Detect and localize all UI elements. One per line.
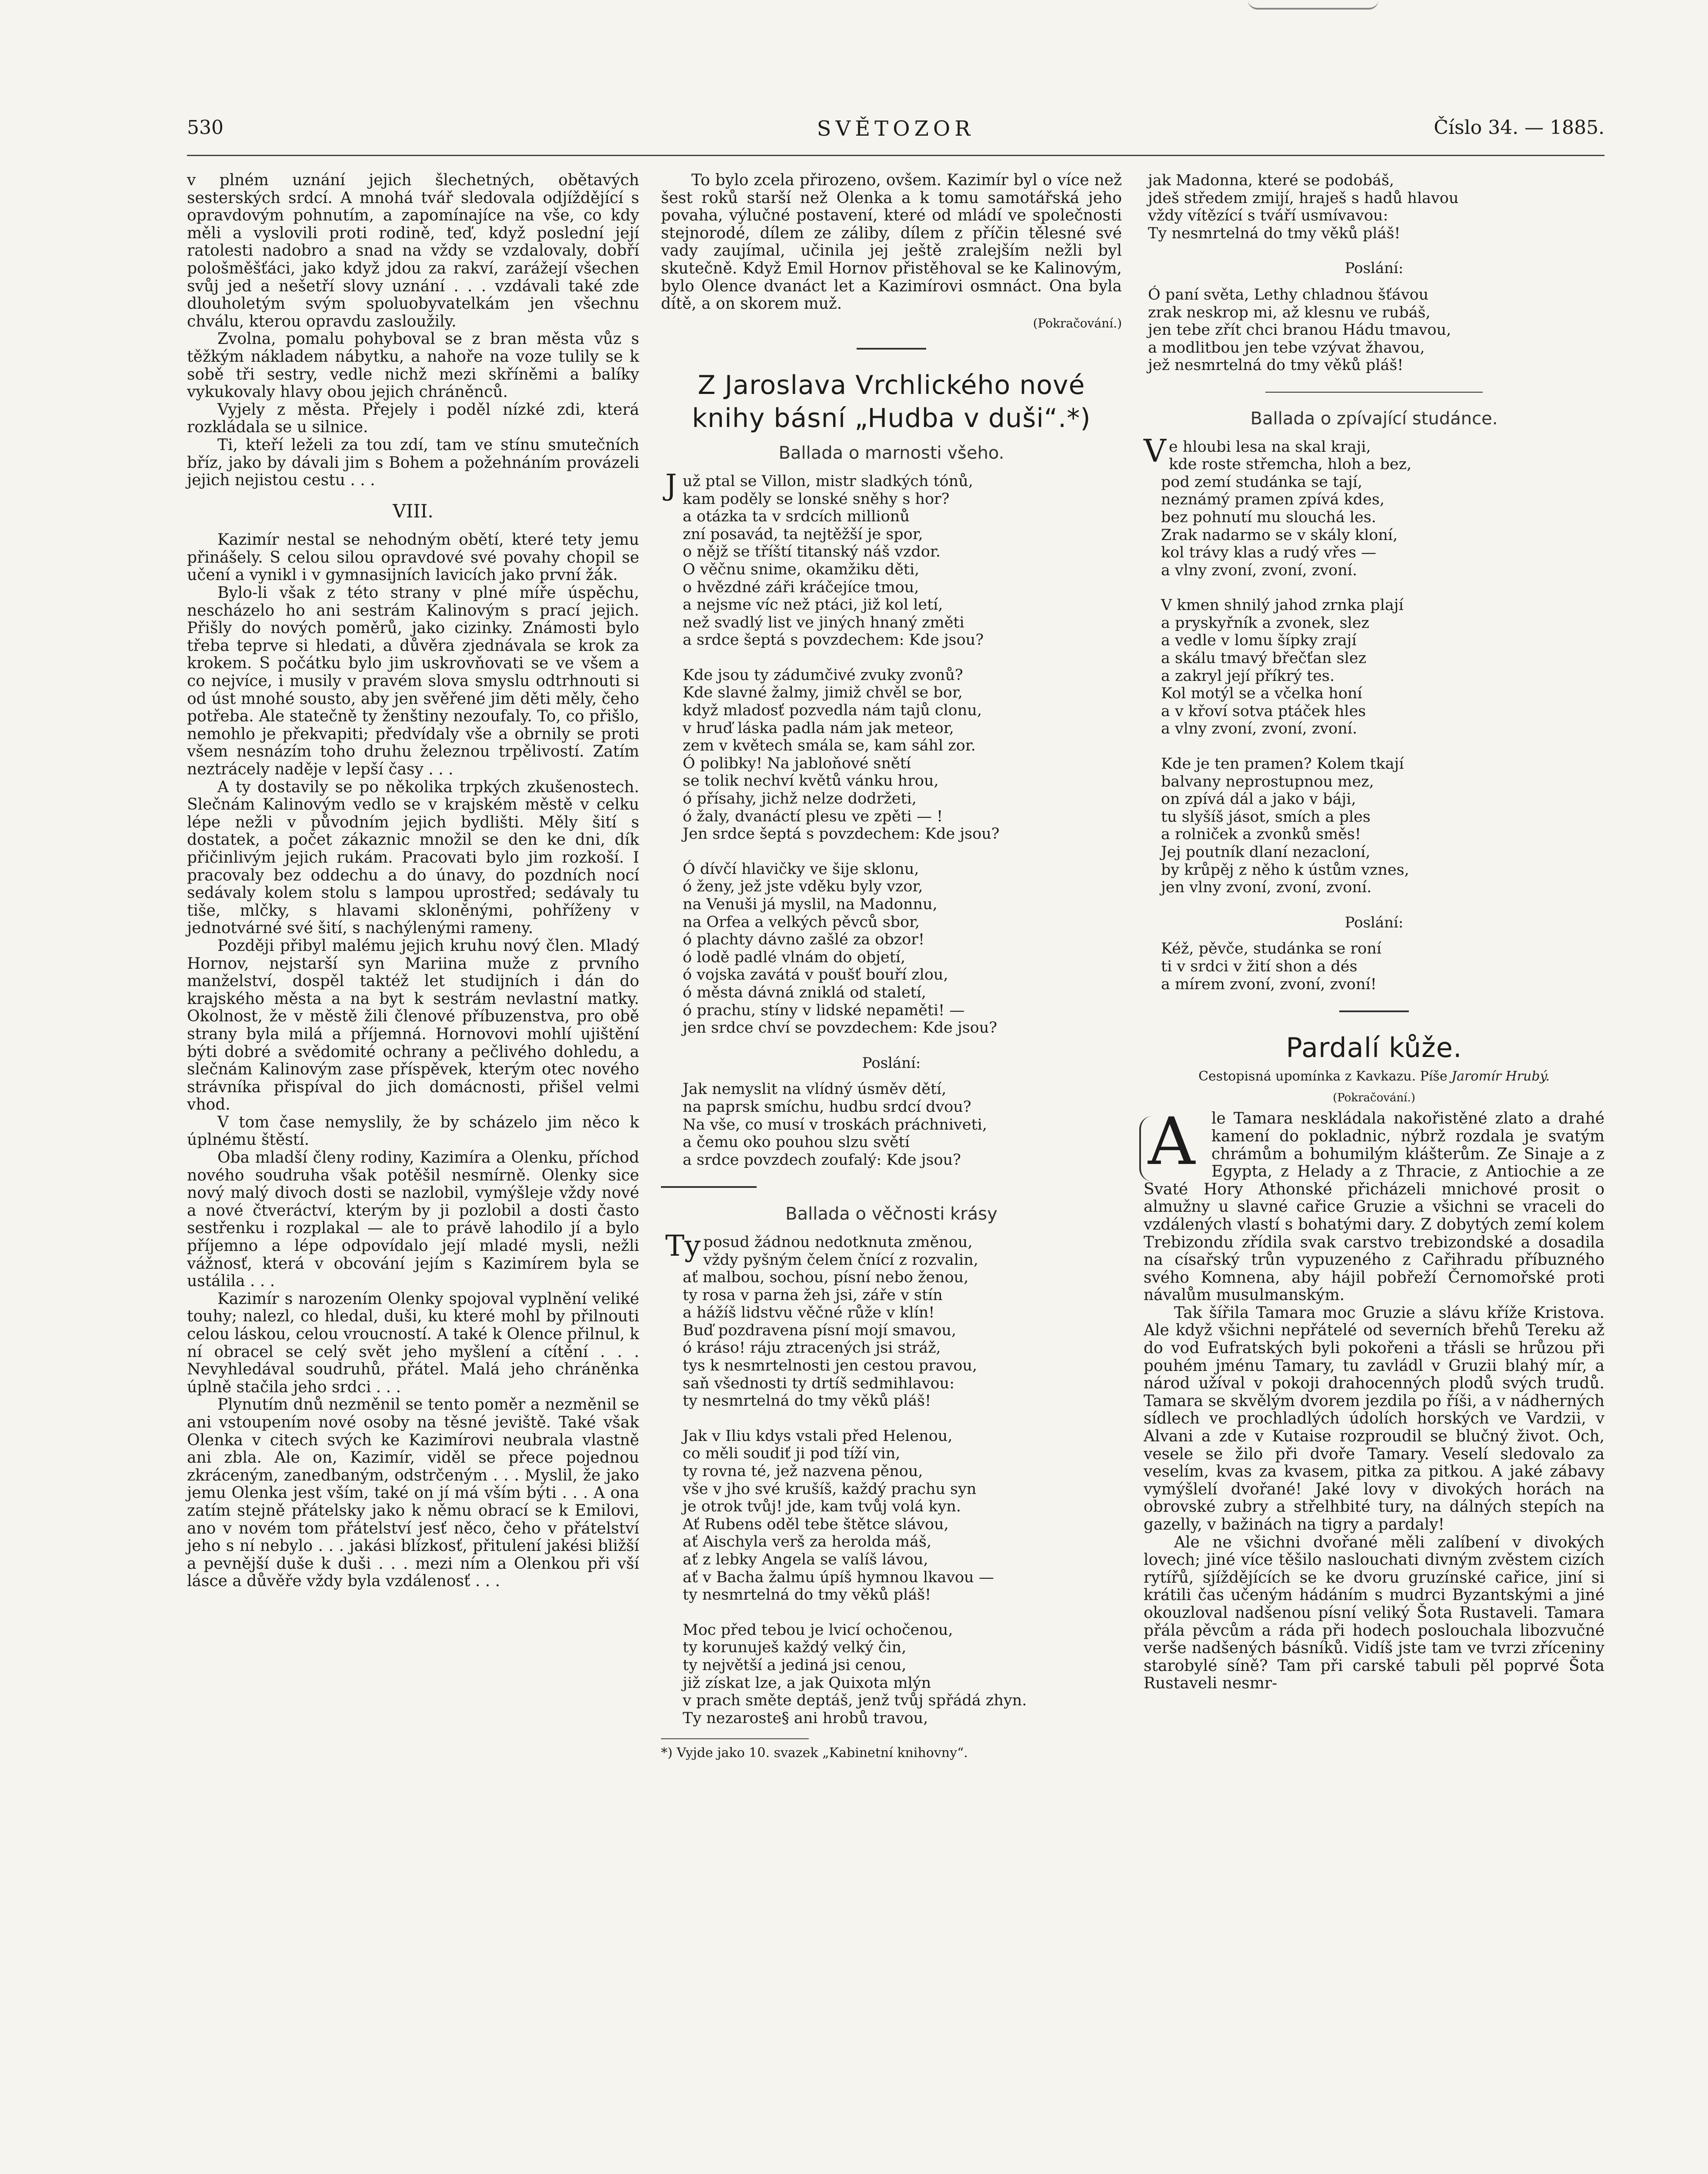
column-2	[661, 172, 1122, 1762]
verse-line: se tolik nechví květů vánku hrou,	[683, 772, 939, 790]
verse-line: a hážíš lidstvu věčné růže v klín!	[683, 1304, 935, 1322]
verse-line: V kmen shnilý jahod zrnka plají	[1161, 597, 1404, 614]
page-number: 530	[187, 117, 224, 139]
drop-cap: Ty	[665, 1229, 701, 1263]
verse-line: Ať Rubens oděl tebe štětce slávou,	[683, 1515, 949, 1533]
verse-line: on zpívá dál a jako v báji,	[1161, 790, 1356, 808]
verse-line: zní posavád, ta nejtěžší je spor,	[683, 525, 923, 543]
paragraph: A ty dostavily se po několika trpkých zkušenostech. Slečnám Kalinovým vedlo se v krajském městě v celku lépe nežli v původním jejich bydlišti. Měly šití s dostatek, a počet zákaznic množil se den ke dni, dík přičinlivým jejich rukám. Pracovati bylo jim rozkoší. I pracovaly bez oddechu a do únavy, do pozdních nocí sedávaly kolem stolu s lampou uprostřed; sedávaly tu tiše, mlčky, s hlavami skloněnými, pohříženy v jednotvárné své šití, s nachýlenými rameny.	[187, 778, 639, 937]
ballad-title: Ballada o věčnosti krásy	[785, 1204, 997, 1224]
verse-line: vše v jho své krušíš, každý prachu syn	[683, 1480, 977, 1498]
verse-line: jak Madonna, které se podobáš,	[1148, 172, 1394, 189]
verse-line: Kde je ten pramen? Kolem tkají	[1161, 755, 1404, 773]
verse-line: ó ženy, jež jste vděku byly vzor,	[683, 878, 923, 896]
verse-line: jen tebe zřít chci branou Hádu tmavou,	[1148, 321, 1451, 339]
divider	[1339, 1010, 1409, 1012]
verse-line: ó lodě padlé vlnám do objetí,	[683, 948, 906, 966]
poem-envoi	[683, 1080, 1122, 1169]
verse-line: a čemu oko pouhou slzu světí	[683, 1134, 910, 1151]
verse-line: pod zemí studánka se tají,	[1161, 473, 1363, 491]
verse-line: tys k nesmrtelnosti jen cestou pravou,	[683, 1357, 977, 1375]
paragraph: Kazimír nestal se nehodným obětí, které tety jemu přinášely. S celou silou opravdové své povahy chopil se učení a vynikl i v gymnasijních lavicích jako první žák.	[187, 531, 639, 584]
stanza	[683, 1427, 1122, 1604]
verse-line: vždy vítězící s tváří usmívavou:	[1148, 207, 1388, 225]
article-title: Pardalí kůže.	[1286, 1032, 1462, 1064]
stanza	[683, 667, 1122, 843]
verse-line: Ó paní světa, Lethy chladnou šťávou	[1148, 286, 1429, 303]
verse-line: Ty nesmrtelná do tmy věků pláš!	[1148, 224, 1401, 242]
byline-text: Cestopisná upomínka z Kavkazu. Píše	[1198, 1069, 1448, 1084]
stanza	[1148, 286, 1605, 374]
divider	[1265, 392, 1483, 393]
verse-line: ty nesmrtelná do tmy věků pláš!	[683, 1586, 931, 1604]
verse-line: ti v srdci v žití shon a dés	[1161, 957, 1358, 975]
verse-line: Jen srdce šeptá s povzdechem: Kde jsou?	[683, 825, 1000, 843]
verse-line: ty korunuješ každý velký čin,	[683, 1639, 907, 1657]
verse-line: ó vojska zavátá v poušť bouří zlou,	[683, 966, 948, 984]
paragraph: V tom čase nemyslily, že by scházelo jim něco k úplnému štěstí.	[187, 1113, 639, 1149]
verse-line: neznámý pramen zpívá kdes,	[1161, 491, 1384, 509]
paragraph: Tak šířila Tamara moc Gruzie a slávu kříže Kristova. Ale když všichni nepřátelé od severních břehů Tereku až do vod Eufratských byli pokořeni a třásli se hrůzou při pouhém jménu Tamary, tu zavládl v Gruzii blahý mír, a národ užíval v pokoji drahocenných plodů svých trudů. Tamara se skvělým dvorem jezdila po říši, a v nádherných sídlech ve prochladlých údolích horských ve Vardzii, v Alvani a zde v Kutaise rozproudil se blučný život. Och, vesele se žilo při dvoře Tamary. Veselí sledovalo za veselím, kvas za kvasem, pitka za pitkou. A jaké zábavy vymýšlelí dvořané! Jaké lovy v divokých horách na obrovské zubry a střelhbité tury, na dálných stepích na gazelly, v bažinách na tigry a pardaly!	[1144, 1304, 1605, 1534]
ballad-title: Ballada o zpívající studánce.	[1250, 408, 1498, 429]
stanza	[1144, 432, 1605, 580]
paragraph: Ale ne všichni dvořané měli zalíbení v divokých lovech; jiné více těšilo naslouchati divným zvěstem cizích rytířů, sjíždějících se ke dvoru gruzínské cařice, jiní si krátili čas učeným hádáním s mudrci Byzantskými a jiné okouzloval nadšenou písní veliký Šota Rustaveli. Tamara přála pěvcům a ráda při hodech poslouchala libozvučné verše nadšených básníků. Vidíš jste tam ve tvrzi zříceniny starobylé síně? Tam při carské tabuli pěl poprvé Šota Rustaveli nesmr-	[1144, 1533, 1605, 1693]
stanza	[1161, 755, 1605, 897]
verse-line: a nejsme víc než ptáci, již kol letí,	[683, 596, 943, 614]
verse-line: co měli soudiť ji pod tíží vin,	[683, 1445, 901, 1463]
verse-line: Jej poutník dlaní nezacloní,	[1161, 844, 1371, 861]
paragraph: Kazimír s narozením Olenky spojoval vyplnění veliké touhy; nalezl, co hledal, duši, ku které mohl by přilnouti celou láskou, celou vroucností. A také k Olence přilnul, k ní obracel se celý svět jeho myšlení a cítění . . . Nevyhledával soudruhů, přátel. Malá jeho chráněnka úplně stačila jeho srdci . . .	[187, 1290, 639, 1396]
verse-line: ty rosa v parna žeh jsi, záře v stín	[683, 1286, 943, 1304]
section-number: VIII.	[393, 500, 434, 522]
column-1	[187, 172, 639, 1590]
paragraph: Oba mladší členy rodiny, Kazimíra a Olenku, příchod nového soudruha však potěšil nesmírně. Olenky sice nový malý divoch dosti se nazlobil, vymýšleje vždy nové a nové čtveráctví, kterým by ji pozlobil a dosti často sestřenku i rozplakal — ale to právě lahodilo jí a bylo příjemno a lépe odpovídalo její mladé mysli, nežli vážnosť, která v obcování jejím s Kazimírem byla se ustálila . . .	[187, 1149, 639, 1290]
verse-line: a v křoví sotva ptáček hles	[1161, 702, 1366, 720]
verse-line: a rolniček a zvonků směs!	[1161, 826, 1361, 844]
verse-line: posud žádnou nedotknuta změnou,	[703, 1233, 973, 1251]
verse-line: ať malbou, sochou, písní nebo ženou,	[683, 1269, 969, 1287]
verse-line: Kol motýl se a včelka honí	[1161, 685, 1362, 703]
verse-line: ty rovna té, jež nazvena pěnou,	[683, 1463, 923, 1480]
verse-line: a otázka ta v srdcích millionů	[683, 508, 910, 526]
verse-line: v hruď láska padla nám jak meteor,	[683, 719, 954, 737]
verse-line: Ty nezaroste§ ani hrobů travou,	[683, 1709, 928, 1727]
issue-info: Číslo 34. — 1885.	[1434, 117, 1605, 139]
article-title: Z Jaroslava Vrchlického nové knihy básní „Hudba v duši“.*)	[692, 370, 1091, 434]
envoi-title: Poslání:	[1344, 260, 1404, 277]
verse-line: již získat lze, a jak Quixota mlýn	[683, 1674, 931, 1692]
stanza	[683, 860, 1122, 1037]
footnote-rule	[661, 1738, 809, 1739]
verse-line: saň všednosti ty drtíš sedmihlavou:	[683, 1374, 954, 1392]
drop-cap: J	[665, 468, 677, 502]
verse-line: na Orfea a velkých pěvců sbor,	[683, 913, 920, 931]
verse-line: zrak neskrop mi, až klesnu ve rubáš,	[1148, 303, 1431, 321]
verse-line: ať z lebky Angela se valíš lávou,	[683, 1551, 928, 1568]
paragraph: Později přibyl malému jejich kruhu nový člen. Mladý Hornov, nejstarší syn Mariina muže z prvního manželství, dospěl taktéž let studijních i dán do krajského města a na byt k sestrám nevlastní matky. Okolnost, že v městě žili členové příbuzenstva, pro obě strany byla milá a příjemná. Hornovovi mohlí ujištění býti dobré a svědomité ochrany a pečlivého dohledu, a slečnám Kalinovým zase příspěvek, kterým otec nového strávníka přispíval do jich domácnosti, přišel velmi vhod.	[187, 937, 639, 1114]
poem-ballad-vanity	[665, 468, 1122, 1037]
verse-line: už ptal se Villon, mistr sladkých tónů,	[683, 472, 973, 490]
paragraph: le Tamara neskládala nakořistěné zlato a drahé kamení do pokladnic, nýbrž rozdala je svatým chrámům a bohumilým klášterům. Ze Sinaje a z Egypta, z Helady a z Thracie, z Antiochie a ze Svaté Hory Athonské přicházeli mnichové prosit o almužny u slavné cařice Gruzie a všichni se vraceli do vzdálených vlastí s bohatými dary. Z dobytých zemí kolem Trebizondu zřídila svak carstvo trebizondské a dosadila na císařský trůn vypuzeného z Cařihradu příbuzného svého Komnena, aby hájil pobřeží Černomořské proti návalům musulmanským.	[1144, 1110, 1605, 1304]
verse-line: Kde slavné žalmy, jimiž chvěl se bor,	[683, 684, 963, 702]
paragraph: To bylo zcela přirozeno, ovšem. Kazimír byl o více než šest roků starší než Olenka a k tomu samotářská jeho povaha, výlučné postavení, které od mládí ve společnosti stejnorodé, dílem ze záliby, dílem z příčin tělesné své vady zaujímal, učinila jej ještě zralejším nežli byl skutečně. Když Emil Hornov přistěhoval se ke Kalinovým, bylo Olence dvanáct let a Kazimírovi osmnáct. Ona byla dítě, a on skorem muž.	[661, 171, 1122, 313]
verse-line: Buď pozdravena písní mojí smavou,	[683, 1321, 957, 1339]
verse-line: když mladosť pozvedla nám tajů clonu,	[683, 702, 982, 720]
verse-line: a srdce šeptá s povzdechem: Kde jsou?	[683, 631, 984, 649]
verse-line: balvany neprostupnou mez,	[1161, 773, 1374, 790]
verse-line: Zrak nadarmo se v skály kloní,	[1161, 526, 1398, 544]
envoi-title: Poslání:	[862, 1054, 921, 1072]
paragraph: Bylo-li však z této strany v plné míře úspěchu, nescházelo ho ani sestrám Kalinovým s prací jejich. Přišly do nových poměrů, jako cizinky. Známosti bylo třeba teprve si hledati, a důvěra zjednávala se krok za krokem. S počátku bylo jim uskrovňovati se ve všem a co nejvíce, i musily v pravém slova smyslu odtrhnouti si od úst mnohé sousto, aby jen svěřené jim děti měly, čeho potřeba. Ale statečně ty ženštiny nezoufaly. To, co přišlo, nemohlo je překvapiti; předvídaly vše a obrnily se proti všem nesnázím toho druhu železnou trpělivostí. Zatím neztrácely naděje v lepší časy . . .	[187, 584, 639, 778]
verse-line: a vlny zvoní, zvoní, zvoní.	[1161, 561, 1358, 579]
verse-line: e hloubi lesa na skal kraji,	[1169, 438, 1371, 456]
stanza	[683, 1621, 1122, 1727]
drop-cap: V	[1144, 432, 1166, 469]
stanza	[665, 468, 1122, 649]
verse-line: kam poděly se lonské sněhy s hor?	[683, 490, 950, 508]
verse-line: vždy pyšným čelem čnící z rozvalin,	[703, 1251, 978, 1269]
verse-line: ó žaly, dvanáctí plesu ve zpěti — !	[683, 807, 943, 825]
ballad-title: Ballada o marnosti všeho.	[778, 443, 1004, 463]
verse-line: jen vlny zvoní, zvoní, zvoní.	[1161, 879, 1372, 897]
stanza	[1161, 940, 1605, 993]
header-rule	[187, 155, 1605, 156]
author-name: Jaromír Hrubý.	[1451, 1069, 1550, 1084]
verse-line: Kde jsou ty zádumčivé zvuky zvonů?	[683, 666, 963, 684]
verse-line: o hvězdné záři kráčejíce tmou,	[683, 578, 919, 596]
verse-line: a pryskyřník a zvonek, slez	[1161, 614, 1369, 632]
verse-line: Jak nemyslit na vlídný úsměv dětí,	[683, 1080, 947, 1098]
verse-line: Ó polibky! Na jabloňové snětí	[683, 754, 911, 772]
paragraph: Plynutím dnů nezměnil se tento poměr a nezměnil se ani vstoupením nové osoby na těsné jeviště. Také však Olenka v citech svých ke Kazimírovi neubrala vlastně ani zbla. Ale on, Kazimír, viděl se přece pojednou zkráceným, zanedbaným, odstrčeným . . . Myslil, že jako jemu Olenka jest vším, také on jí má vším býti . . . A ona zatím stejně přátelsky jako k němu obrací se k Emilovi, ano v novém tom přátelství jesť něco, čeho v přátelství jeho s ní nebylo . . . jakási blízkosť, přitulení jakési bližší a pevnější duše k duši . . . mezi ním a Olenkou při vší lásce a důvěře vždy byla vzdálenosť . . .	[187, 1396, 639, 1590]
verse-line: ty nesmrtelná do tmy věků pláš!	[683, 1392, 931, 1410]
verse-line: bez pohnutí mu slouchá les.	[1161, 508, 1376, 526]
stanza	[683, 1080, 1122, 1169]
verse-line: Moc před tebou je lvicí ochočenou,	[683, 1621, 953, 1639]
paragraph: Ti, kteří leželi za tou zdí, tam ve stínu smutečních bříz, jako by dávali jim s Bohem a požehnáním provázeli jejich nejistou cestu . . .	[187, 436, 639, 490]
verse-line: Kéž, pěvče, studánka se roní	[1161, 940, 1381, 958]
verse-line: na Venuši já myslil, na Madonnu,	[683, 896, 937, 913]
verse-line: a srdce povzdech zoufalý: Kde jsou?	[683, 1151, 961, 1169]
continued-note: (Pokračování.)	[1033, 316, 1122, 330]
verse-line: ó přísahy, jichž nelze dodržeti,	[683, 790, 917, 808]
verse-line: Ó dívčí hlavičky ve šije sklonu,	[683, 860, 919, 878]
stanza	[1161, 597, 1605, 738]
drop-cap: A	[1148, 1104, 1195, 1180]
verse-line: zem v květech smála se, kam sáhl zor.	[683, 737, 976, 755]
paragraph: Vyjely z města. Přejely i poděl nízké zdi, která rozkládala se u silnice.	[187, 400, 639, 437]
ornamental-drop-cap	[1139, 1104, 1204, 1180]
verse-line: kde roste střemcha, hloh a bez,	[1169, 456, 1412, 473]
verse-line: jen srdce chví se povzdechem: Kde jsou?	[683, 1019, 997, 1037]
stanza	[665, 1229, 1122, 1410]
verse-line: a zakryl její příkrý tes.	[1161, 667, 1335, 685]
footnote: *) Vyjde jako 10. svazek „Kabinetní knihovny“.	[661, 1745, 968, 1761]
journal-title: SVĚTOZOR	[817, 117, 975, 141]
verse-line: Jak v Iliu kdys vstali před Helenou,	[683, 1427, 953, 1445]
verse-line: tu slyšíš jásot, smích a ples	[1161, 808, 1371, 826]
verse-line: jdeš středem zmijí, hraješ s hadů hlavou	[1148, 189, 1459, 207]
verse-line: o nějž se tříští titanský náš vzdor.	[683, 543, 941, 561]
verse-line: je otrok tvůj! jde, kam tvůj volá kyn.	[683, 1498, 961, 1516]
verse-line: ó města dávná zniklá od staletí,	[683, 984, 927, 1001]
poem-ballad-beauty	[665, 1229, 1122, 1727]
continued-note: (Pokračování.)	[1333, 1091, 1415, 1104]
column-3	[1144, 172, 1605, 1693]
page-header	[187, 117, 1605, 151]
verse-line: a mírem zvoní, zvoní, zvoní!	[1161, 975, 1377, 993]
poem-ballad-spring	[1144, 432, 1605, 897]
verse-line: na paprsk smíchu, hudbu srdcí dvou?	[683, 1098, 971, 1116]
envoi-title: Poslání:	[1344, 914, 1404, 931]
divider	[661, 1186, 757, 1188]
verse-line: ó prachu, stíny v lidské nepaměti! —	[683, 1001, 965, 1019]
verse-line: ať Aischyla verš za herolda máš,	[683, 1533, 932, 1551]
verse-line: by krůpěj z něho k ústům vznes,	[1161, 861, 1409, 879]
verse-line: kol trávy klas a rudý vřes —	[1161, 544, 1377, 562]
stanza	[1148, 172, 1605, 242]
article-byline	[1144, 1068, 1605, 1086]
divider	[857, 348, 926, 350]
verse-line: a vlny zvoní, zvoní, zvoní.	[1161, 720, 1358, 738]
verse-line: O věčnu snime, okamžiku děti,	[683, 560, 920, 578]
verse-line: a vedle v lomu šípky zrají	[1161, 632, 1357, 650]
verse-line: ó kráso! ráju ztracených jsi stráž,	[683, 1339, 941, 1357]
verse-line: než svadlý list ve jiných hnaný změti	[683, 614, 964, 631]
paragraph: Zvolna, pomalu pohyboval se z bran města vůz s těžkým nákladem nábytku, a nahoře na voze tulily se k sobě tři sestry, vedle nichž mezi skříněmi a balíky vykukovaly hlavy obou jejich chráněnců.	[187, 330, 639, 401]
poem-envoi	[1161, 940, 1605, 993]
poem-envoi	[1148, 286, 1605, 374]
verse-line: a skálu tmavý břečťan slez	[1161, 650, 1367, 667]
verse-line: Na vše, co musí v troskách práchniveti,	[683, 1116, 987, 1134]
verse-line: ať v Bacha žalmu úpíš hymnou lkavou —	[683, 1568, 994, 1586]
verse-line: jež nesmrtelná do tmy věků pláš!	[1148, 357, 1404, 374]
verse-line: ty největší a jediná jsi cenou,	[683, 1656, 907, 1674]
poem-continuation	[1148, 172, 1605, 242]
verse-line: a modlitbou jen tebe vzývat žhavou,	[1148, 339, 1425, 357]
verse-line: v prach směte deptáš, jenž tvůj spřádá zhyn.	[683, 1692, 1027, 1710]
verse-line: ó plachty dávno zašlé za obzor!	[683, 931, 925, 949]
scan-edge-mark	[1248, 0, 1378, 10]
paragraph: v plném uznání jejich šlechetných, obětavých sesterských srdcí. A mnohá tvář sledovala odjíždějící s opravdovým pohnutím, a zapomínajíce na vše, co kdy měli a vyslovili proti rodině, teď, když poslední její ratolesti nadobro a snad na vždy se vzdalovaly, dobří pološměšťáci, jako když jdou za rakví, zarážejí všechen svůj jed a nešetří slovy uznání . . . vzdávali také zde dlouholetým svým spoluobyvatelkám jen všechnu chválu, kterou opravdu zasloužily.	[187, 171, 639, 330]
